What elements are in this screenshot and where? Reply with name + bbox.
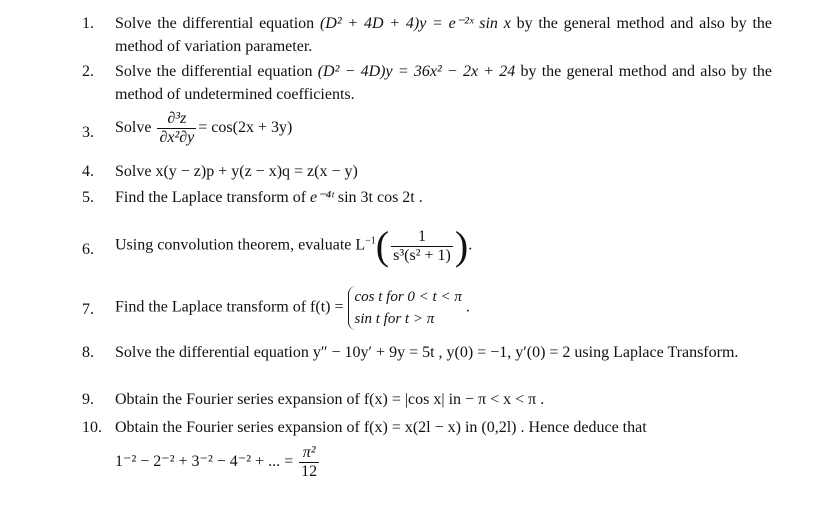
- question-text: Solve x(y − z)p + y(z − x)q = z(x − y): [115, 163, 358, 180]
- fraction-denominator: ∂x²∂y: [159, 129, 195, 146]
- question-number: 7.: [82, 301, 94, 318]
- question-3: [82, 110, 772, 156]
- exponential: e⁻⁴ᵗ: [310, 189, 334, 206]
- question-2: [82, 60, 772, 106]
- question-number: 6.: [82, 241, 94, 258]
- question-9: [82, 388, 772, 412]
- laplace-fraction: [391, 228, 453, 265]
- question-7: 7. Find the Laplace transform of f(t) = cos t for 0 < t < π sin t for t > π .: [82, 286, 772, 334]
- equation: (D² + 4D + 4)y = e⁻²ˣ sin x: [319, 15, 511, 32]
- question-5: [82, 186, 772, 210]
- right-paren: ): [454, 223, 469, 268]
- question-text: by the general method and also by the method of undetermined coefficients.: [115, 63, 772, 103]
- question-text: Using convolution theorem, evaluate L: [115, 236, 366, 254]
- question-1: [82, 12, 772, 58]
- fraction-numerator: π²: [299, 444, 319, 463]
- question-number: 8.: [82, 344, 94, 361]
- question-text: Obtain the Fourier series expansion of f(x) = x(2l − x) in (0,2l) . Hence deduce that: [115, 419, 647, 436]
- question-text: Find the Laplace transform of: [115, 189, 311, 206]
- case-1: cos t for 0 < t < π: [354, 289, 462, 305]
- partial-fraction: [157, 110, 196, 147]
- question-text: Solve the differential equation y″ − 10y′ + 9y = 5t , y(0) = −1, y′(0) = 2 using Laplace Transform.: [115, 344, 739, 361]
- question-6: 6. Using convolution theorem, evaluate $L^{-1}$( $\frac{1}{\text{s³(s² + 1)}}$ ).: [82, 223, 473, 268]
- question-number: 2.: [82, 63, 94, 80]
- question-text: Obtain the Fourier series expansion of f(x) = |cos x| in − π < x < π .: [115, 391, 545, 408]
- question-number: 10.: [82, 419, 102, 436]
- fraction-denominator: 12: [301, 463, 318, 480]
- question-number: 4.: [82, 163, 94, 180]
- question-text: Solve: [115, 119, 156, 137]
- question-8: [82, 341, 772, 387]
- case-2: sin t for t > π: [354, 311, 435, 327]
- left-paren: (: [375, 223, 390, 268]
- question-number: 3.: [82, 124, 94, 141]
- question-text: Solve the differential equation: [115, 63, 318, 80]
- top-edge: [0, 0, 820, 4]
- question-number: 5.: [82, 189, 94, 206]
- question-text: Find the Laplace transform of f(t) =: [115, 298, 344, 316]
- fraction-numerator: 1: [391, 228, 453, 247]
- question-10: [82, 416, 772, 496]
- fraction-denominator: s³(s² + 1): [393, 246, 451, 264]
- question-text: Solve the differential equation: [115, 15, 320, 32]
- result-fraction: [299, 444, 319, 481]
- question-text: = cos(2x + 3y): [198, 119, 293, 137]
- question-number: 1.: [82, 15, 94, 32]
- question-text: by the general method and also by the method of variation parameter.: [115, 15, 772, 55]
- equation: (D² − 4D)y = 36x² − 2x + 24: [317, 63, 516, 80]
- fraction-numerator: ∂³z: [157, 110, 196, 129]
- series-expression: 1⁻² − 2⁻² + 3⁻² − 4⁻² + ... =: [115, 453, 294, 471]
- question-4: [82, 160, 772, 184]
- question-text: sin 3t cos 2t .: [333, 189, 423, 206]
- piecewise-function: [348, 286, 462, 330]
- question-number: 9.: [82, 391, 94, 408]
